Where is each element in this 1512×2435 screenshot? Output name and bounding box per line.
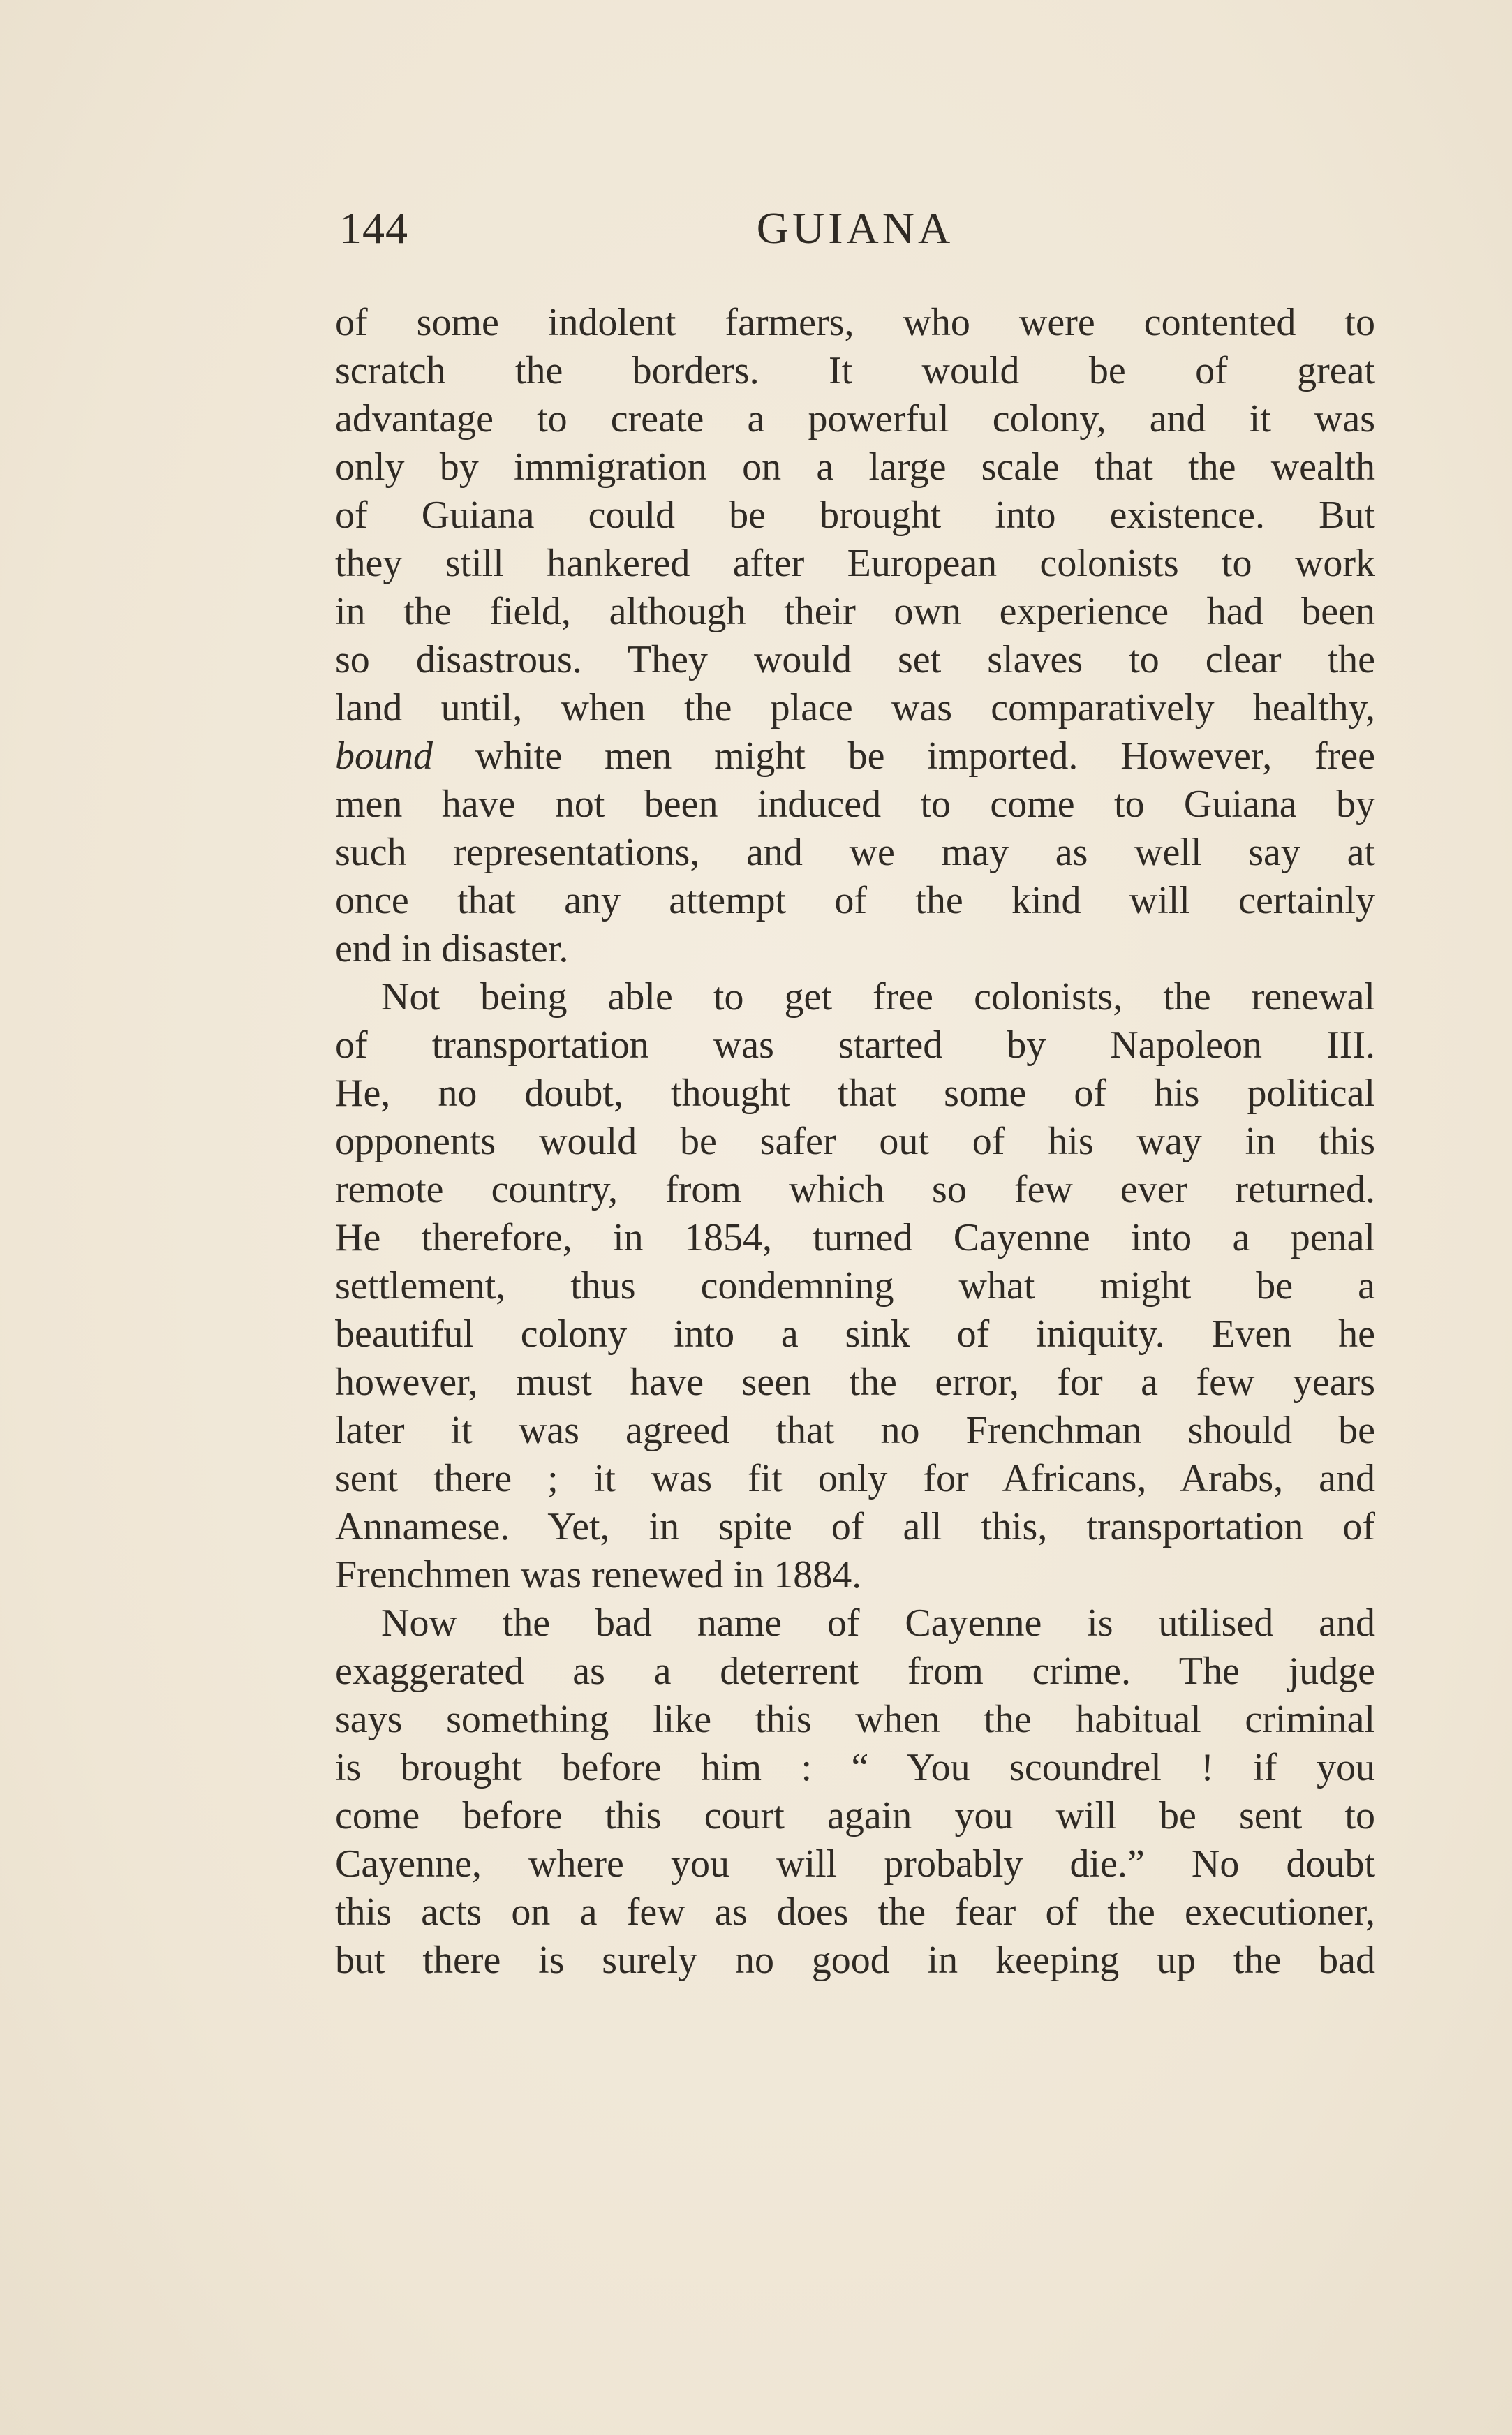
text-line: beautiful colony into a sink of iniquity. Even he: [335, 1312, 1375, 1356]
paragraph-first-line: Not being able to get free colonists, the renewal: [381, 975, 1375, 1019]
text-line: land until, when the place was comparatively healthy,: [335, 686, 1375, 730]
paragraph-end-line: end in disaster.: [335, 927, 569, 970]
text-line: this acts on a few as does the fear of the executioner,: [335, 1890, 1375, 1934]
page-number: 144: [339, 203, 408, 253]
text-line: so disastrous. They would set slaves to clear the: [335, 638, 1375, 681]
text-line: He therefore, in 1854, turned Cayenne into a penal: [335, 1216, 1375, 1259]
text-line: such representations, and we may as well say at: [335, 831, 1375, 874]
page-header: [335, 202, 1375, 265]
text-line: [335, 732, 1375, 780]
text-line: is brought before him : “ You scoundrel ! if you: [335, 1746, 1375, 1789]
text-line: in the field, although their own experience had been: [335, 590, 1375, 633]
text-line: but there is surely no good in keeping up the bad: [335, 1939, 1375, 1982]
text-line: come before this court again you will be sent to: [335, 1794, 1375, 1837]
text-line: only by immigration on a large scale that the wealth: [335, 445, 1375, 489]
running-head: GUIANA: [756, 203, 954, 253]
text-line: once that any attempt of the kind will certainly: [335, 879, 1375, 922]
text-line: settlement, thus condemning what might be a: [335, 1264, 1375, 1308]
text-line: however, must have seen the error, for a few years: [335, 1361, 1375, 1404]
text-line: says something like this when the habitual criminal: [335, 1698, 1375, 1741]
text-line: of some indolent farmers, who were contented to: [335, 301, 1375, 344]
text-line-rest: white men might be imported. However, free: [433, 734, 1375, 778]
text-line: remote country, from which so few ever returned.: [335, 1168, 1375, 1211]
text-line: scratch the borders. It would be of great: [335, 349, 1375, 392]
paragraph-first-line: Now the bad name of Cayenne is utilised and: [381, 1601, 1375, 1645]
text-line: He, no doubt, thought that some of his political: [335, 1072, 1375, 1115]
text-line: of transportation was started by Napoleon III.: [335, 1023, 1375, 1067]
italic-word: bound: [335, 734, 433, 778]
text-line: Annamese. Yet, in spite of all this, transportation of: [335, 1505, 1375, 1548]
text-line: men have not been induced to come to Guiana by: [335, 783, 1375, 826]
text-line: opponents would be safer out of his way in this: [335, 1120, 1375, 1163]
text-line: advantage to create a powerful colony, and it was: [335, 397, 1375, 441]
text-line: later it was agreed that no Frenchman should be: [335, 1409, 1375, 1452]
text-line: sent there ; it was fit only for Africans, Arabs, and: [335, 1457, 1375, 1500]
body-text: [335, 299, 1375, 1985]
paragraph-end-line: Frenchmen was renewed in 1884.: [335, 1553, 862, 1597]
text-line: Cayenne, where you will probably die.” No doubt: [335, 1842, 1375, 1886]
text-line: of Guiana could be brought into existence. But: [335, 494, 1375, 537]
text-line: they still hankered after European colonists to work: [335, 542, 1375, 585]
text-line: exaggerated as a deterrent from crime. The judge: [335, 1650, 1375, 1693]
